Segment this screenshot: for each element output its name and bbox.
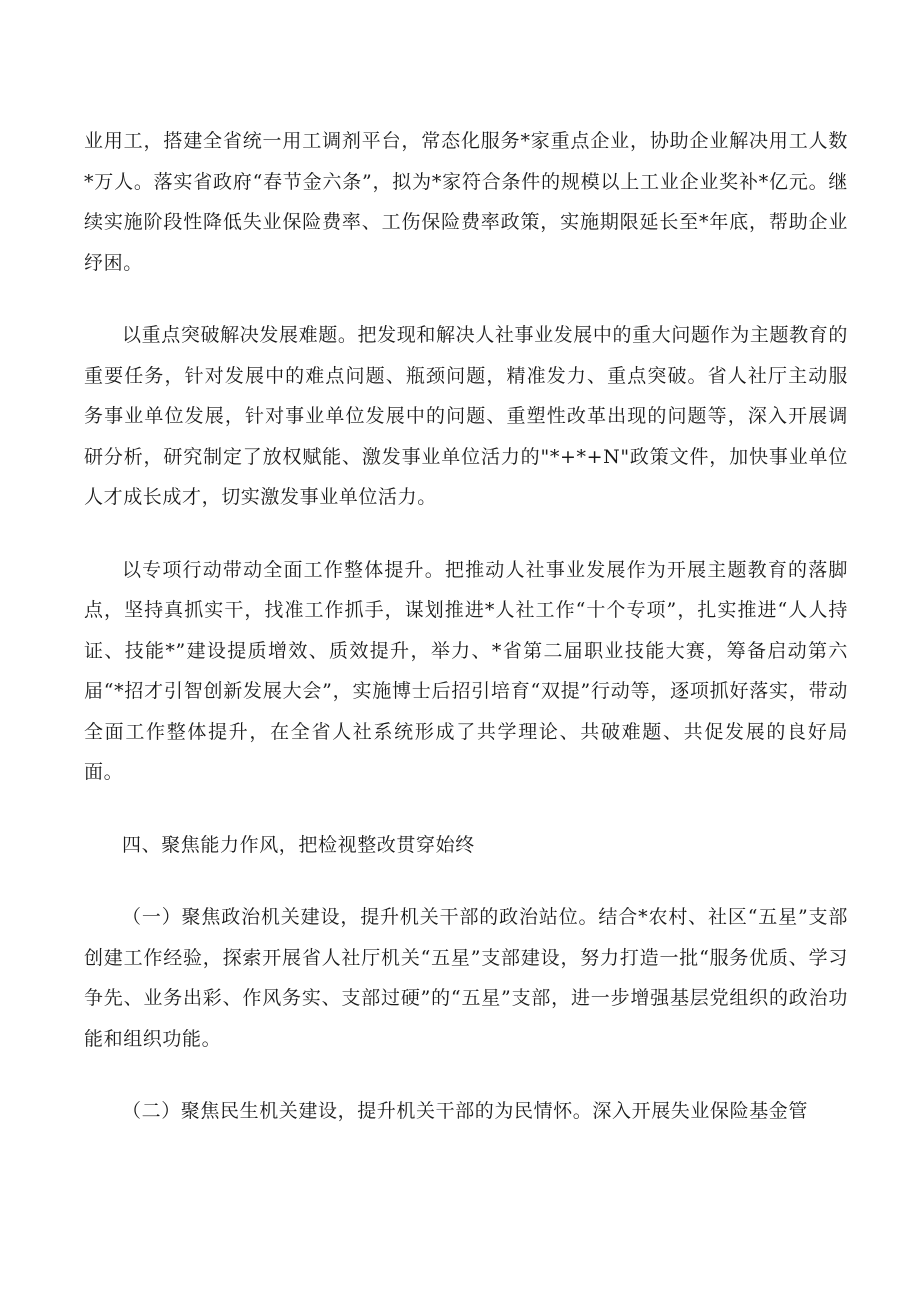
paragraph-key-breakthroughs: 以重点突破解决发展难题。把发现和解决人社事业发展中的重大问题作为主题教育的重要任务，针对发展中的难点问题、瓶颈问题，精准发力、重点突破。省人社厅主动服务事业单位发展，针对事业单位发展中的问题、重塑性改革出现的问题等，深入开展调研分析，研究制定了放权赋能、激发事业单位活力的"*+*+N"政策文件，加快事业单位人才成长成才，切实激发事业单位活力。: [84, 324, 848, 508]
paragraph-special-actions: 以专项行动带动全面工作整体提升。把推动人社事业发展作为开展主题教育的落脚点，坚持真抓实干，找准工作抓手，谋划推进*人社工作“十个专项”，扎实推进“人人持证、技能*”建设提质增效、质效提升，举力、*省第二届职业技能大赛，筹备启动第六届“*招才引智创新发展大会”，实施博士后招引培育“双提”行动等，逐项抓好落实，带动全面工作整体提升，在全省人社系统形成了共学理论、共破难题、共促发展的良好局面。: [84, 558, 848, 783]
paragraph-employment-services: 业用工，搭建全省统一用工调剂平台，常态化服务*家重点企业，协助企业解决用工人数*万人。落实省政府“春节金六条”，拟为*家符合条件的规模以上工业企业奖补*亿元。继续实施阶段性降低失业保险费率、工伤保险费率政策，实施期限延长至*年底，帮助企业纾困。: [84, 130, 848, 274]
paragraph-political-organs: （一）聚焦政治机关建设，提升机关干部的政治站位。结合*农村、社区“五星”支部创建工作经验，探索开展省人社厅机关“五星”支部建设，努力打造一批“服务优质、学习争先、业务出彩、作风务实、支部过硬”的“五星”支部，进一步增强基层党组织的政治功能和组织功能。: [84, 906, 848, 1050]
paragraph-livelihood-organs: （二）聚焦民生机关建设，提升机关干部的为民情怀。深入开展失业保险基金管: [122, 1100, 809, 1122]
section-heading-four: 四、聚焦能力作风，把检视整改贯穿始终: [122, 833, 475, 856]
document-body: [84, 121, 848, 1164]
